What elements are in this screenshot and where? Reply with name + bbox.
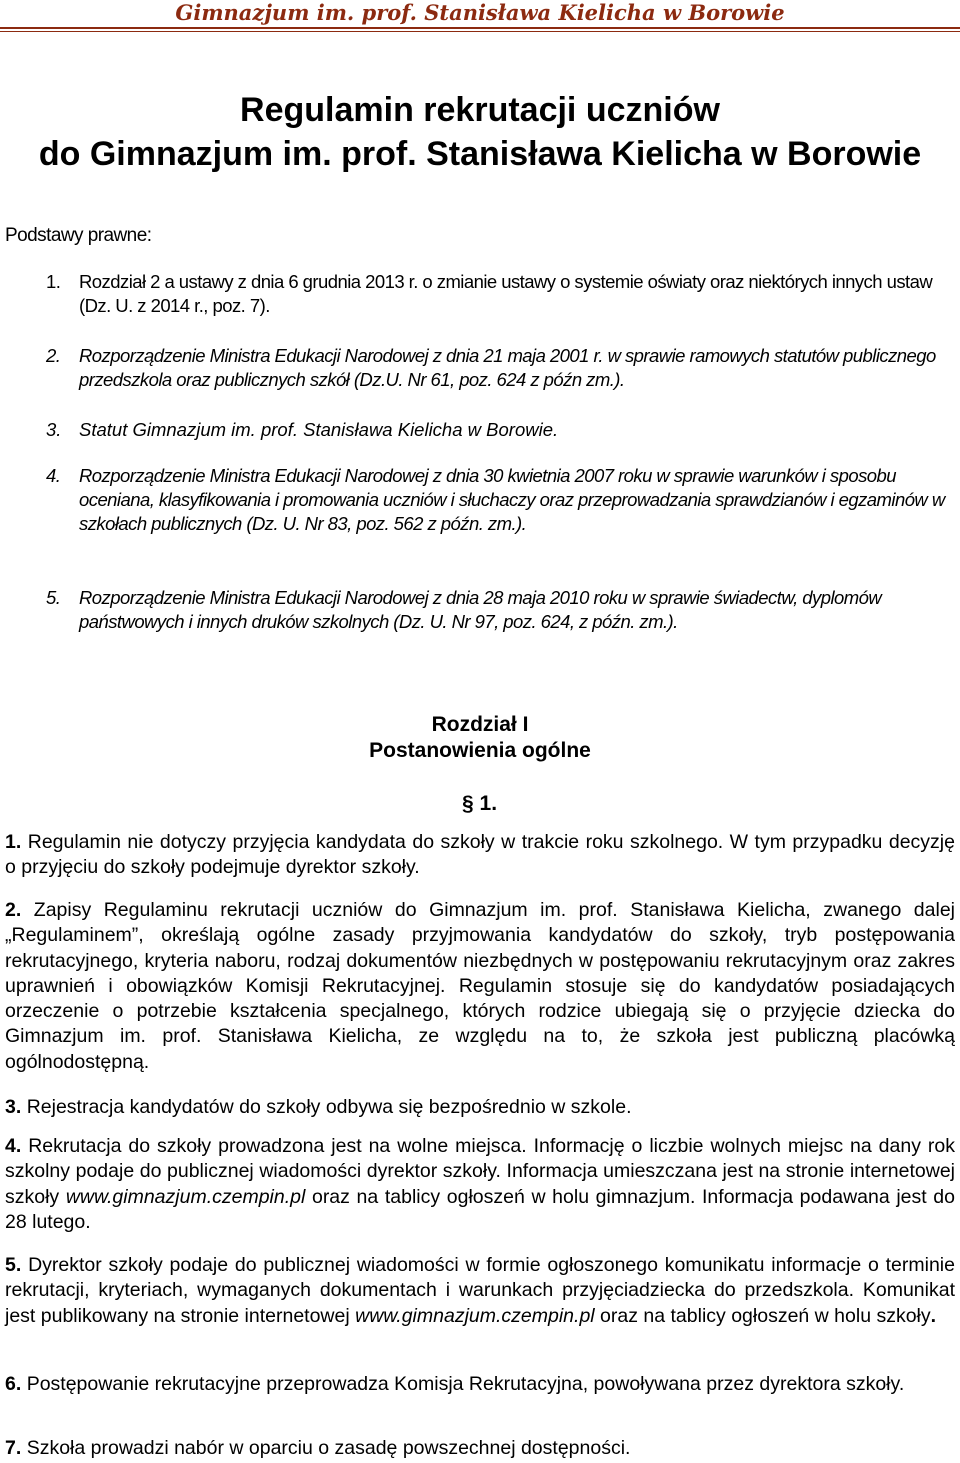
legal-basis-label: Podstawy prawne: — [5, 225, 152, 246]
legal-basis-item — [46, 586, 956, 634]
header-rule-thin — [0, 31, 960, 32]
paragraph-text: Zapisy Regulaminu rekrutacji uczniów do Gimnazjum im. prof. Stanisława Kielicha, zwanego dalej „Regulaminem”, określają ogólne zasady przyjmowania kandydatów do szkoły, tryb postępowania rekrutacyjnego, kryteria naboru, rodzaj dokumentów niezbędnych w postępowaniu rekrutacyjnym oraz zakres uprawnień i obowiązków Komisji Rekrutacyjnej. Regulamin stosuje się do kandydatów posiadających orzeczenie o potrzebie kształcenia specjalnego, których rodzice ubiegają się o przyjęcie dziecka do Gimnazjum im. prof. Stanisława Kielicha, ze względu na to, że szkoła jest publiczną placówką ogólnodostępną. — [5, 899, 955, 1073]
school-website-link[interactable]: www.gimnazjum.czempin.pl — [65, 1185, 306, 1208]
legal-basis-text: Rozdział 2 a ustawy z dnia 6 grudnia 2013 r. o zmianie ustawy o systemie oświaty oraz niektórych innych ustaw (Dz. U. z 2014 r., poz. 7). — [79, 271, 933, 316]
legal-basis-item — [46, 418, 956, 442]
paragraph-text: Postępowanie rekrutacyjne przeprowadza Komisja Rekrutacyjna, powoływana przez dyrektora szkoły. — [26, 1373, 905, 1395]
legal-basis-text: Rozporządzenie Ministra Edukacji Narodowej z dnia 21 maja 2001 r. w sprawie ramowych statutów publicznego przedszkola oraz publicznych szkół (Dz.U. Nr 61, poz. 624 z późn zm.). — [79, 345, 936, 390]
legal-basis-number: 1. — [46, 271, 61, 292]
section-number-value: 1. — [479, 792, 498, 815]
legal-basis-number: 2. — [46, 345, 61, 366]
paragraph-text-continued: oraz na tablicy ogłoszeń w holu gimnazjum. Informacja podawana jest do 28 lutego. — [5, 1185, 955, 1233]
paragraph-number: 4. — [5, 1135, 22, 1157]
chapter-subtitle: Postanowienia ogólne — [369, 739, 591, 762]
paragraph — [5, 830, 955, 881]
paragraph-text-continued: oraz na tablicy ogłoszeń w holu szkoły — [600, 1304, 931, 1327]
legal-basis-number: 3. — [46, 419, 62, 440]
paragraph-text: Regulamin nie dotyczy przyjęcia kandydata do szkoły w trakcie roku szkolnego. W tym przypadku decyzję o przyjęciu do szkoły podejmuje dyrektor szkoły. — [5, 831, 955, 879]
title-line-1: Regulamin rekrutacji uczniów — [240, 91, 720, 129]
header-rule — [0, 27, 960, 29]
legal-basis-number: 4. — [46, 465, 61, 486]
legal-basis-item — [46, 464, 956, 536]
paragraph — [5, 898, 955, 1075]
paragraph — [5, 1372, 955, 1397]
school-website-link[interactable]: www.gimnazjum.czempin.pl — [355, 1304, 595, 1327]
section-sign: § — [462, 792, 474, 815]
legal-basis-number: 5. — [46, 587, 61, 608]
legal-basis-text: Rozporządzenie Ministra Edukacji Narodowej z dnia 28 maja 2010 roku w sprawie świadectw, dyplomów państwowych i innych druków szkolnych (Dz. U. Nr 97, poz. 624, z późn. zm.). — [79, 587, 882, 632]
paragraph-text: Rekrutacja do szkoły prowadzona jest na wolne miejsca. Informację o liczbie wolnych miejsc na dany rok szkolny podaje do publicznej wiadomości dyrektor szkoły. Informacja umieszczana jest na stronie internetowej szkoły — [5, 1135, 955, 1208]
paragraph-end-period: . — [930, 1304, 937, 1327]
paragraph-number: 3. — [5, 1096, 22, 1118]
legal-basis-item — [46, 270, 956, 318]
paragraph-number: 5. — [5, 1254, 22, 1276]
paragraph-text: Rejestracja kandydatów do szkoły odbywa się bezpośrednio w szkole. — [26, 1096, 632, 1118]
paragraph — [5, 1436, 955, 1461]
paragraph-number: 7. — [5, 1437, 22, 1459]
document-title — [0, 88, 960, 176]
running-header: Gimnazjum im. prof. Stanisława Kielicha w Borowie — [175, 0, 785, 25]
title-line-2: do Gimnazjum im. prof. Stanisława Kielicha w Borowie — [38, 135, 922, 173]
paragraph — [5, 1095, 955, 1120]
legal-basis-text: Rozporządzenie Ministra Edukacji Narodowej z dnia 30 kwietnia 2007 roku w sprawie warunków i sposobu oceniana, klasyfikowania i promowania uczniów i słuchaczy oraz przeprowadzania sprawdzianów i egzaminów w szkołach publicznych (Dz. U. Nr 83, poz. 562 z późn. zm.). — [79, 465, 945, 534]
legal-basis-item — [46, 344, 956, 392]
paragraph-text: Dyrektor szkoły podaje do publicznej wiadomości w formie ogłoszonego komunikatu informacje o terminie rekrutacji, kryteriach, wymaganych dokumentach i warunkach przyjęciadziecka do przedszkola. Komunikat jest publikowany na stronie internetowej — [5, 1254, 955, 1327]
chapter-title: Rozdział I — [431, 713, 529, 736]
paragraph — [5, 1253, 955, 1329]
paragraph-number: 6. — [5, 1373, 22, 1395]
paragraph-text: Szkoła prowadzi nabór w oparciu o zasadę powszechnej dostępności. — [26, 1437, 631, 1459]
paragraph — [5, 1134, 955, 1235]
paragraph-number: 1. — [5, 831, 22, 853]
paragraph-number: 2. — [5, 899, 22, 921]
section-number — [462, 791, 497, 817]
legal-basis-text: Statut Gimnazjum im. prof. Stanisława Kielicha w Borowie. — [79, 419, 559, 440]
